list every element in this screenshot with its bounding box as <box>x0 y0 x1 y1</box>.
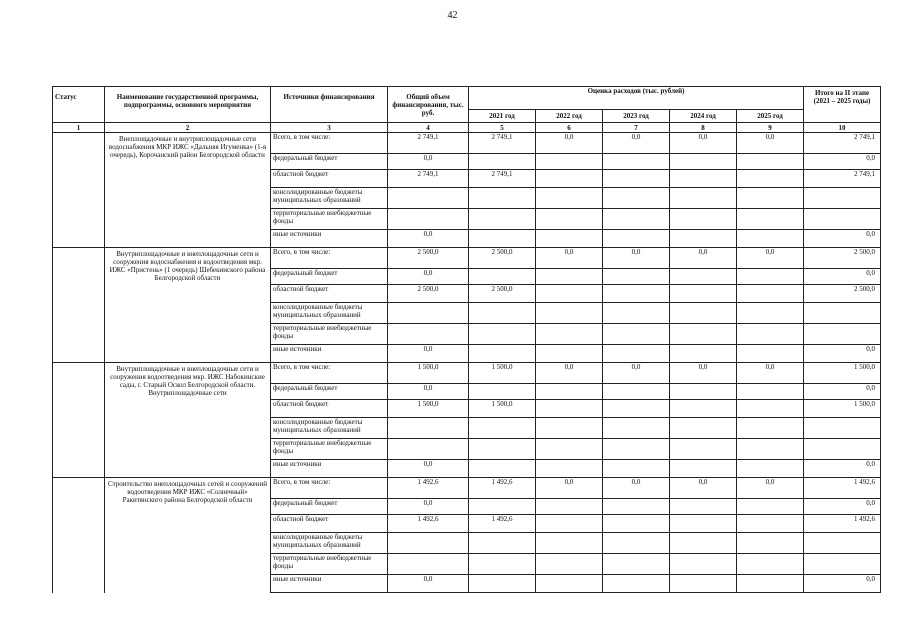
year-value-cell <box>670 154 737 170</box>
year-value-cell: 2 749,1 <box>469 133 536 154</box>
year-value-cell <box>737 460 804 478</box>
year-value-cell <box>536 533 603 554</box>
year-value-cell <box>737 515 804 533</box>
stage-total-cell: 0,0 <box>804 345 881 363</box>
year-value-cell <box>670 230 737 248</box>
source-cell: иные источники <box>271 575 388 593</box>
header-year: 2022 год <box>536 110 603 123</box>
year-value-cell <box>737 170 804 188</box>
table-row <box>53 248 881 269</box>
source-cell: иные источники <box>271 345 388 363</box>
year-value-cell <box>469 460 536 478</box>
header-total: Общий объем финансирования, тыс. руб. <box>388 87 469 123</box>
stage-total-cell: 0,0 <box>804 230 881 248</box>
year-value-cell: 0,0 <box>670 248 737 269</box>
stage-total-cell: 2 500,0 <box>804 285 881 303</box>
year-value-cell <box>670 554 737 575</box>
source-cell: областной бюджет <box>271 170 388 188</box>
total-cell <box>388 554 469 575</box>
year-value-cell <box>737 269 804 285</box>
total-cell: 0,0 <box>388 269 469 285</box>
stage-total-cell: 0,0 <box>804 154 881 170</box>
year-value-cell <box>603 188 670 209</box>
col-number: 10 <box>804 123 881 133</box>
year-value-cell <box>737 188 804 209</box>
col-number: 5 <box>469 123 536 133</box>
year-value-cell <box>603 170 670 188</box>
stage-total-cell: 0,0 <box>804 384 881 400</box>
year-value-cell: 0,0 <box>603 478 670 499</box>
year-value-cell: 2 749,1 <box>469 170 536 188</box>
year-value-cell: 0,0 <box>737 363 804 384</box>
source-cell: Всего, в том числе: <box>271 478 388 499</box>
header-name: Наименование государственной программы, подпрограммы, основного мероприятия <box>105 87 271 123</box>
year-value-cell <box>737 575 804 593</box>
year-value-cell <box>670 345 737 363</box>
total-cell: 2 749,1 <box>388 170 469 188</box>
stage-total-cell <box>804 554 881 575</box>
status-cell <box>53 133 105 248</box>
year-value-cell <box>469 418 536 439</box>
year-value-cell <box>670 533 737 554</box>
stage-total-cell: 2 749,1 <box>804 170 881 188</box>
table-row <box>53 133 881 154</box>
year-value-cell <box>469 154 536 170</box>
source-cell: консолидированные бюджеты муниципальных образований <box>271 303 388 324</box>
year-value-cell <box>469 499 536 515</box>
year-value-cell <box>536 575 603 593</box>
year-value-cell <box>670 439 737 460</box>
year-value-cell: 0,0 <box>670 133 737 154</box>
header-year: 2024 год <box>670 110 737 123</box>
year-value-cell <box>670 209 737 230</box>
year-value-cell: 0,0 <box>536 248 603 269</box>
year-value-cell: 0,0 <box>603 133 670 154</box>
source-cell: территориальные внебюджетные фонды <box>271 324 388 345</box>
year-value-cell: 0,0 <box>603 363 670 384</box>
total-cell: 0,0 <box>388 345 469 363</box>
year-value-cell <box>670 384 737 400</box>
year-value-cell <box>469 575 536 593</box>
source-cell: территориальные внебюджетные фонды <box>271 439 388 460</box>
year-value-cell: 0,0 <box>737 478 804 499</box>
year-value-cell <box>603 460 670 478</box>
stage-total-cell: 0,0 <box>804 499 881 515</box>
measure-name-cell: Внутриплощадочные и внеплощадочные сети и сооружения водоотведения мкр. ИЖС Набокинские сады, г. Старый Оскол Белгородской области. Внутриплощадочные сети <box>105 363 271 478</box>
year-value-cell <box>737 400 804 418</box>
col-number: 6 <box>536 123 603 133</box>
table-row <box>53 478 881 499</box>
year-value-cell <box>670 269 737 285</box>
year-value-cell <box>536 170 603 188</box>
year-value-cell: 1 492,6 <box>469 515 536 533</box>
year-value-cell <box>603 230 670 248</box>
year-value-cell <box>603 154 670 170</box>
year-value-cell <box>603 533 670 554</box>
year-value-cell <box>536 345 603 363</box>
year-value-cell: 0,0 <box>603 248 670 269</box>
year-value-cell <box>603 384 670 400</box>
total-cell: 2 500,0 <box>388 248 469 269</box>
source-cell: территориальные внебюджетные фонды <box>271 209 388 230</box>
year-value-cell: 0,0 <box>536 133 603 154</box>
year-value-cell <box>536 154 603 170</box>
stage-total-cell: 2 749,1 <box>804 133 881 154</box>
year-value-cell: 2 500,0 <box>469 248 536 269</box>
total-cell <box>388 303 469 324</box>
total-cell <box>388 418 469 439</box>
year-value-cell <box>536 499 603 515</box>
year-value-cell <box>670 400 737 418</box>
year-value-cell <box>469 324 536 345</box>
year-value-cell <box>670 515 737 533</box>
stage-total-cell: 0,0 <box>804 575 881 593</box>
year-value-cell <box>469 269 536 285</box>
year-value-cell: 0,0 <box>536 478 603 499</box>
year-value-cell <box>603 499 670 515</box>
year-value-cell <box>536 188 603 209</box>
year-value-cell <box>670 499 737 515</box>
year-value-cell <box>536 303 603 324</box>
year-value-cell <box>603 345 670 363</box>
source-cell: федеральный бюджет <box>271 154 388 170</box>
year-value-cell <box>670 303 737 324</box>
year-value-cell <box>603 418 670 439</box>
col-number: 3 <box>271 123 388 133</box>
year-value-cell <box>536 460 603 478</box>
year-value-cell <box>536 515 603 533</box>
year-value-cell: 0,0 <box>536 363 603 384</box>
year-value-cell <box>536 400 603 418</box>
measure-name-cell: Внеплощадочные и внутриплощадочные сети водоснабжения МКР ИЖС «Дальняя Игуменка» (1-я очередь), Корочанский район Белгородской области <box>105 133 271 248</box>
year-value-cell: 1 500,0 <box>469 400 536 418</box>
year-value-cell <box>603 303 670 324</box>
year-value-cell: 0,0 <box>737 133 804 154</box>
year-value-cell <box>469 209 536 230</box>
stage-total-cell <box>804 188 881 209</box>
total-cell: 1 500,0 <box>388 400 469 418</box>
page-number: 42 <box>447 10 458 21</box>
source-cell: консолидированные бюджеты муниципальных образований <box>271 533 388 554</box>
source-cell: Всего, в том числе: <box>271 248 388 269</box>
total-cell <box>388 533 469 554</box>
year-value-cell <box>737 439 804 460</box>
header-stage-total: Итого на II этапе (2021 – 2025 годы) <box>804 87 881 123</box>
stage-total-cell: 1 500,0 <box>804 363 881 384</box>
stage-total-cell: 0,0 <box>804 269 881 285</box>
stage-total-cell <box>804 209 881 230</box>
year-value-cell <box>737 230 804 248</box>
year-value-cell <box>603 400 670 418</box>
col-number: 9 <box>737 123 804 133</box>
year-value-cell <box>737 285 804 303</box>
source-cell: областной бюджет <box>271 285 388 303</box>
source-cell: областной бюджет <box>271 515 388 533</box>
total-cell: 0,0 <box>388 575 469 593</box>
source-cell: Всего, в том числе: <box>271 363 388 384</box>
year-value-cell <box>603 209 670 230</box>
year-value-cell <box>469 188 536 209</box>
year-value-cell <box>603 324 670 345</box>
measure-name-cell: Строительство внеплощадочных сетей и сооружений водоотведения МКР ИЖС «Солнечный» Ракитянского района Белгородской области <box>105 478 271 593</box>
year-value-cell <box>670 460 737 478</box>
source-cell: консолидированные бюджеты муниципальных образований <box>271 418 388 439</box>
status-cell <box>53 363 105 478</box>
total-cell <box>388 209 469 230</box>
year-value-cell <box>737 554 804 575</box>
year-value-cell: 1 492,6 <box>469 478 536 499</box>
year-value-cell <box>737 418 804 439</box>
stage-total-cell <box>804 324 881 345</box>
year-value-cell <box>469 303 536 324</box>
year-value-cell <box>603 554 670 575</box>
stage-total-cell <box>804 303 881 324</box>
total-cell: 1 500,0 <box>388 363 469 384</box>
source-cell: Всего, в том числе: <box>271 133 388 154</box>
source-cell: иные источники <box>271 460 388 478</box>
year-value-cell <box>536 209 603 230</box>
year-value-cell <box>737 154 804 170</box>
year-value-cell <box>603 269 670 285</box>
col-number: 4 <box>388 123 469 133</box>
budget-table <box>52 86 881 593</box>
year-value-cell <box>670 188 737 209</box>
col-number: 2 <box>105 123 271 133</box>
stage-total-cell <box>804 439 881 460</box>
total-cell: 0,0 <box>388 460 469 478</box>
source-cell: областной бюджет <box>271 400 388 418</box>
year-value-cell <box>737 499 804 515</box>
year-value-cell <box>603 515 670 533</box>
status-cell <box>53 248 105 363</box>
year-value-cell <box>670 285 737 303</box>
stage-total-cell <box>804 533 881 554</box>
year-value-cell <box>737 303 804 324</box>
source-cell: федеральный бюджет <box>271 499 388 515</box>
year-value-cell <box>469 533 536 554</box>
year-value-cell <box>536 269 603 285</box>
stage-total-cell: 1 492,6 <box>804 515 881 533</box>
measure-name-cell: Внутриплощадочные и внеплощадочные сети и сооружения водоснабжения и водоотведения мкр. ИЖС «Пристень» (1 очередь) Шебекинского района Белгородской области <box>105 248 271 363</box>
total-cell: 0,0 <box>388 154 469 170</box>
year-value-cell: 2 500,0 <box>469 285 536 303</box>
header-year: 2025 год <box>737 110 804 123</box>
stage-total-cell: 1 492,6 <box>804 478 881 499</box>
year-value-cell <box>536 384 603 400</box>
year-value-cell <box>603 439 670 460</box>
source-cell: федеральный бюджет <box>271 384 388 400</box>
year-value-cell <box>737 384 804 400</box>
header-year: 2023 год <box>603 110 670 123</box>
col-number: 1 <box>53 123 105 133</box>
col-number: 7 <box>603 123 670 133</box>
stage-total-cell: 0,0 <box>804 460 881 478</box>
total-cell: 0,0 <box>388 384 469 400</box>
total-cell: 1 492,6 <box>388 478 469 499</box>
total-cell: 2 749,1 <box>388 133 469 154</box>
year-value-cell <box>469 345 536 363</box>
source-cell: иные источники <box>271 230 388 248</box>
status-cell <box>53 478 105 593</box>
table-body <box>53 133 881 593</box>
total-cell: 2 500,0 <box>388 285 469 303</box>
year-value-cell <box>737 324 804 345</box>
col-number: 8 <box>670 123 737 133</box>
source-cell: консолидированные бюджеты муниципальных образований <box>271 188 388 209</box>
year-value-cell <box>603 285 670 303</box>
source-cell: федеральный бюджет <box>271 269 388 285</box>
total-cell <box>388 188 469 209</box>
year-value-cell <box>469 554 536 575</box>
year-value-cell <box>670 575 737 593</box>
year-value-cell <box>536 554 603 575</box>
budget-table-sheet <box>52 86 880 593</box>
total-cell: 0,0 <box>388 230 469 248</box>
year-value-cell: 1 500,0 <box>469 363 536 384</box>
year-value-cell <box>737 345 804 363</box>
total-cell: 0,0 <box>388 499 469 515</box>
header-sources: Источники финансирования <box>271 87 388 123</box>
stage-total-cell: 1 500,0 <box>804 400 881 418</box>
total-cell <box>388 324 469 345</box>
year-value-cell <box>536 418 603 439</box>
stage-total-cell: 2 500,0 <box>804 248 881 269</box>
table-row <box>53 363 881 384</box>
source-cell: территориальные внебюджетные фонды <box>271 554 388 575</box>
header-status: Статус <box>53 87 105 123</box>
year-value-cell: 0,0 <box>670 363 737 384</box>
year-value-cell <box>737 209 804 230</box>
year-value-cell <box>670 324 737 345</box>
total-cell: 1 492,6 <box>388 515 469 533</box>
header-year: 2021 год <box>469 110 536 123</box>
stage-total-cell <box>804 418 881 439</box>
year-value-cell <box>737 533 804 554</box>
year-value-cell <box>536 230 603 248</box>
year-value-cell <box>536 439 603 460</box>
year-value-cell <box>469 230 536 248</box>
header-estimate: Оценка расходов (тыс. рублей) <box>469 87 804 110</box>
year-value-cell: 0,0 <box>737 248 804 269</box>
year-value-cell: 0,0 <box>670 478 737 499</box>
year-value-cell <box>469 384 536 400</box>
year-value-cell <box>670 170 737 188</box>
year-value-cell <box>603 575 670 593</box>
year-value-cell <box>670 418 737 439</box>
year-value-cell <box>536 285 603 303</box>
total-cell <box>388 439 469 460</box>
year-value-cell <box>536 324 603 345</box>
year-value-cell <box>469 439 536 460</box>
